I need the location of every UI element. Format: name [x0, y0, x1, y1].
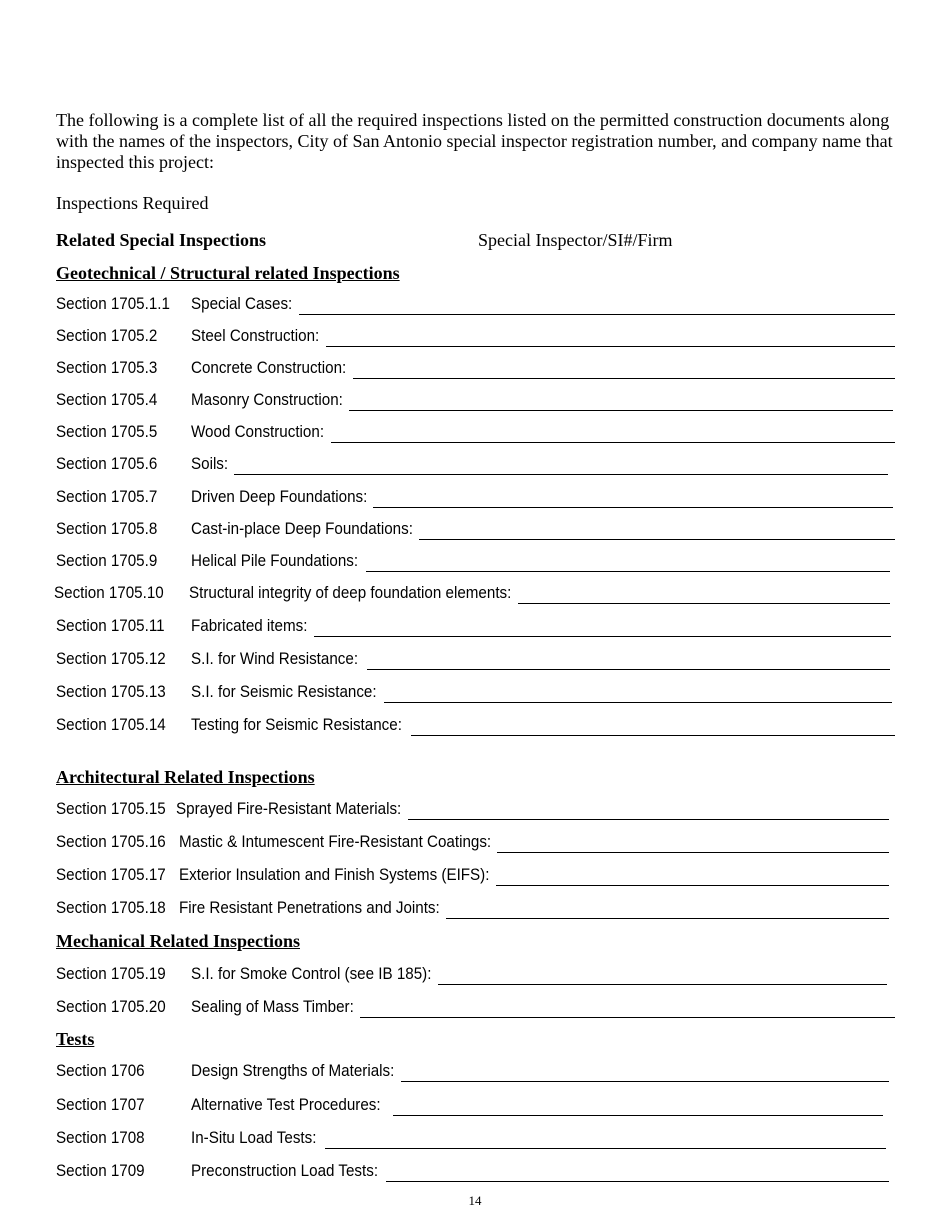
section-number: Section 1705.15 — [56, 800, 166, 818]
related-special-inspections-header: Related Special Inspections — [56, 230, 267, 250]
inspection-label: S.I. for Seismic Resistance: — [191, 683, 377, 701]
inspection-label: Structural integrity of deep foundation elements: — [189, 584, 512, 602]
signature-line[interactable] — [393, 1115, 883, 1116]
inspection-label: Concrete Construction: — [191, 359, 347, 377]
section-number: Section 1705.4 — [56, 391, 158, 409]
section-number: Section 1705.18 — [56, 899, 166, 917]
inspection-label: S.I. for Wind Resistance: — [191, 650, 359, 668]
signature-line[interactable] — [438, 984, 887, 985]
tests-heading: Tests — [56, 1029, 95, 1049]
inspection-label: Fire Resistant Penetrations and Joints: — [179, 899, 440, 917]
inspection-label: Preconstruction Load Tests: — [191, 1162, 379, 1180]
signature-line[interactable] — [360, 1017, 895, 1018]
section-number: Section 1705.14 — [56, 716, 166, 734]
architectural-heading: Architectural Related Inspections — [56, 767, 315, 787]
section-number: Section 1705.3 — [56, 359, 158, 377]
section-number: Section 1709 — [56, 1162, 145, 1180]
signature-line[interactable] — [496, 885, 889, 886]
signature-line[interactable] — [419, 539, 895, 540]
signature-line[interactable] — [326, 346, 895, 347]
inspection-label: Driven Deep Foundations: — [191, 488, 368, 506]
section-number: Section 1708 — [56, 1129, 145, 1147]
signature-line[interactable] — [353, 378, 895, 379]
inspection-label: Helical Pile Foundations: — [191, 552, 359, 570]
inspection-label: Sealing of Mass Timber: — [191, 998, 354, 1016]
signature-line[interactable] — [325, 1148, 886, 1149]
signature-line[interactable] — [373, 507, 893, 508]
section-number: Section 1705.2 — [56, 327, 158, 345]
special-inspector-header: Special Inspector/SI#/Firm — [478, 230, 673, 250]
section-number: Section 1705.7 — [56, 488, 158, 506]
inspection-label: Cast-in-place Deep Foundations: — [191, 520, 413, 538]
section-number: Section 1705.19 — [56, 965, 166, 983]
inspection-label: Wood Construction: — [191, 423, 325, 441]
signature-line[interactable] — [408, 819, 889, 820]
signature-line[interactable] — [497, 852, 889, 853]
signature-line[interactable] — [314, 636, 891, 637]
section-number: Section 1705.8 — [56, 520, 158, 538]
signature-line[interactable] — [411, 735, 895, 736]
inspection-label: Mastic & Intumescent Fire-Resistant Coatings: — [179, 833, 492, 851]
signature-line[interactable] — [234, 474, 888, 475]
section-number: Section 1707 — [56, 1096, 145, 1114]
section-number: Section 1706 — [56, 1062, 145, 1080]
section-number: Section 1705.9 — [56, 552, 158, 570]
section-number: Section 1705.20 — [56, 998, 166, 1016]
inspection-label: Sprayed Fire-Resistant Materials: — [176, 800, 402, 818]
section-number: Section 1705.16 — [56, 833, 166, 851]
section-number: Section 1705.6 — [56, 455, 158, 473]
section-number: Section 1705.5 — [56, 423, 158, 441]
signature-line[interactable] — [401, 1081, 889, 1082]
inspection-label: In-Situ Load Tests: — [191, 1129, 317, 1147]
section-number: Section 1705.12 — [56, 650, 166, 668]
page-number: 14 — [468, 1193, 482, 1208]
signature-line[interactable] — [386, 1181, 889, 1182]
signature-line[interactable] — [384, 702, 892, 703]
section-number: Section 1705.11 — [56, 617, 165, 635]
inspection-label: Exterior Insulation and Finish Systems (EIFS): — [179, 866, 490, 884]
section-number: Section 1705.1.1 — [56, 295, 170, 313]
inspections-required-label: Inspections Required — [56, 193, 209, 213]
inspection-label: S.I. for Smoke Control (see IB 185): — [191, 965, 432, 983]
intro-paragraph: The following is a complete list of all the required inspections listed on the permitted construction documents along with the names of the inspectors, City of San Antonio special inspector registration number, and company name that inspected this project: — [56, 110, 893, 172]
signature-line[interactable] — [518, 603, 890, 604]
signature-line[interactable] — [349, 410, 893, 411]
section-number: Section 1705.17 — [56, 866, 166, 884]
signature-line[interactable] — [367, 669, 890, 670]
inspection-label: Soils: — [191, 455, 229, 473]
geotechnical-heading: Geotechnical / Structural related Inspections — [56, 263, 400, 283]
inspection-label: Alternative Test Procedures: — [191, 1096, 381, 1114]
mechanical-heading: Mechanical Related Inspections — [56, 931, 300, 951]
inspection-label: Testing for Seismic Resistance: — [191, 716, 402, 734]
section-number: Section 1705.10 — [54, 584, 164, 602]
inspection-label: Special Cases: — [191, 295, 293, 313]
signature-line[interactable] — [446, 918, 889, 919]
inspection-label: Masonry Construction: — [191, 391, 343, 409]
signature-line[interactable] — [299, 314, 895, 315]
inspection-label: Steel Construction: — [191, 327, 320, 345]
inspection-label: Fabricated items: — [191, 617, 308, 635]
signature-line[interactable] — [331, 442, 895, 443]
section-number: Section 1705.13 — [56, 683, 166, 701]
inspection-label: Design Strengths of Materials: — [191, 1062, 395, 1080]
signature-line[interactable] — [366, 571, 890, 572]
